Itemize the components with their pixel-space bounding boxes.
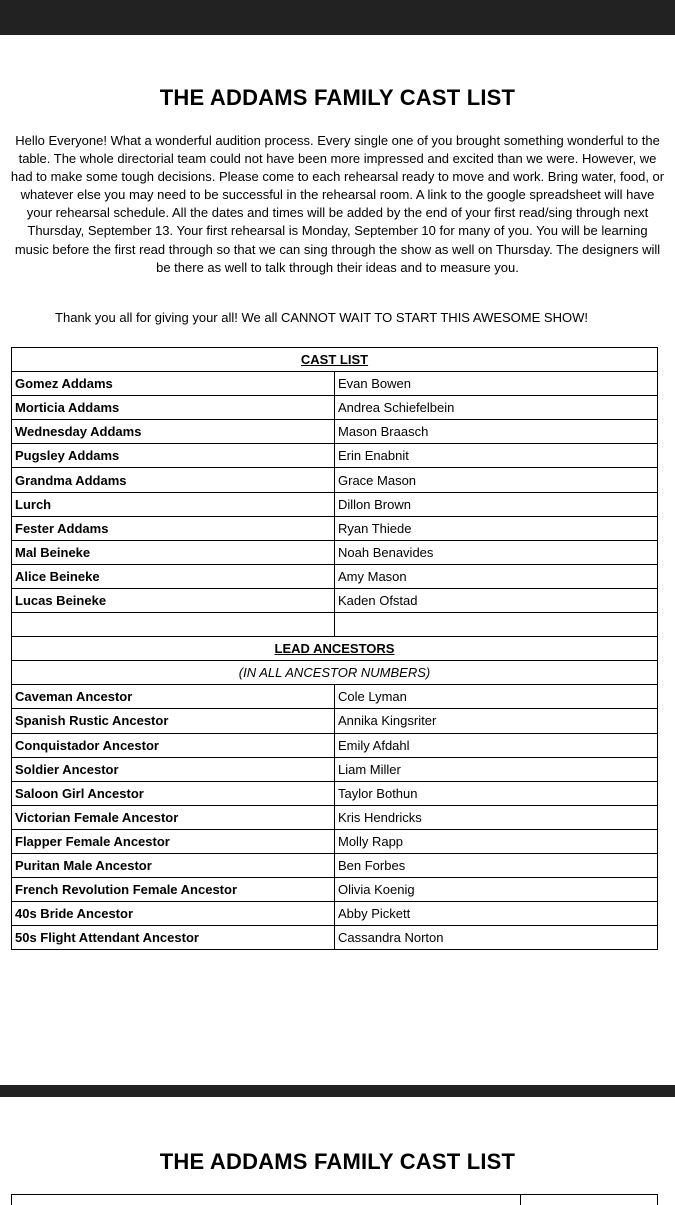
actor-cell: Annika Kingsriter [335, 709, 658, 733]
column-divider [520, 1195, 521, 1205]
page-separator [0, 1085, 675, 1097]
actor-cell: Ryan Thiede [335, 516, 658, 540]
page-title: THE ADDAMS FAMILY CAST LIST [159, 85, 516, 110]
table-row [12, 733, 658, 757]
actor-cell: Evan Bowen [335, 372, 658, 396]
actor-cell: Kaden Ofstad [335, 588, 658, 612]
role-cell: Alice Beineke [12, 564, 335, 588]
table-row [12, 829, 658, 853]
actor-cell: Kris Hendricks [335, 805, 658, 829]
actor-cell: Noah Benavides [335, 540, 658, 564]
role-cell: 40s Bride Ancestor [12, 902, 335, 926]
actor-cell: Liam Miller [335, 757, 658, 781]
role-cell: Conquistador Ancestor [12, 733, 335, 757]
table-row [12, 853, 658, 877]
cast-table [11, 347, 658, 950]
role-cell: Pugsley Addams [12, 444, 335, 468]
role-cell: French Revolution Female Ancestor [12, 878, 335, 902]
role-cell: Flapper Female Ancestor [12, 829, 335, 853]
role-cell: Victorian Female Ancestor [12, 805, 335, 829]
table-row [12, 372, 658, 396]
role-cell: Morticia Addams [12, 396, 335, 420]
actor-cell: Ben Forbes [335, 853, 658, 877]
actor-cell: Emily Afdahl [335, 733, 658, 757]
actor-cell: Andrea Schiefelbein [335, 396, 658, 420]
role-cell: Mal Beineke [12, 540, 335, 564]
table-row [12, 420, 658, 444]
table-row [12, 757, 658, 781]
actor-cell: Cassandra Norton [335, 926, 658, 950]
role-cell: 50s Flight Attendant Ancestor [12, 926, 335, 950]
table-row [12, 878, 658, 902]
role-cell: Saloon Girl Ancestor [12, 781, 335, 805]
actor-cell: Erin Enabnit [335, 444, 658, 468]
table-row [12, 516, 658, 540]
actor-cell: Molly Rapp [335, 829, 658, 853]
cast-header-row [12, 348, 658, 372]
table-row [12, 540, 658, 564]
role-cell: Soldier Ancestor [12, 757, 335, 781]
viewer-top-bar [0, 0, 675, 35]
lead-ancestors-header: LEAD ANCESTORS [12, 637, 658, 661]
role-cell: Lucas Beineke [12, 588, 335, 612]
role-cell: Gomez Addams [12, 372, 335, 396]
table-row [12, 444, 658, 468]
ancestors-note-row [12, 661, 658, 685]
intro-paragraph: Hello Everyone! What a wonderful audition process. Every single one of you brought something wonderful to the table. The whole directorial team could not have been more impressed and excited than we were. However, we had to make some tough decisions. Please come to each rehearsal ready to move and work. Bring water, food, or whatever else you may need to be successful in the rehearsal room. A link to the google spreadsheet will have your rehearsal schedule. All the dates and times will be added by the end of your first read/sing through next Thursday, September 13. Your first rehearsal is Monday, September 10 for many of you. You will be learning music before the first read through so that we can sing through the show as well on Thursday. The designers will be there as well to talk through their ideas and to measure you. [10, 133, 665, 275]
actor-cell: Cole Lyman [335, 685, 658, 709]
table-row [12, 588, 658, 612]
table-row [12, 902, 658, 926]
table-row [12, 709, 658, 733]
empty-cell [335, 613, 658, 637]
role-cell: Caveman Ancestor [12, 685, 335, 709]
actor-cell: Abby Pickett [335, 902, 658, 926]
table-row [12, 492, 658, 516]
role-cell: Grandma Addams [12, 468, 335, 492]
thanks-line: Thank you all for giving your all! We all CANNOT WAIT TO START THIS AWESOME SHOW! [55, 310, 588, 325]
table-row [12, 805, 658, 829]
table-row [12, 926, 658, 950]
page-title: THE ADDAMS FAMILY CAST LIST [159, 1149, 516, 1174]
actor-cell: Taylor Bothun [335, 781, 658, 805]
cast-list-header: CAST LIST [12, 348, 658, 372]
ancestors-note: (IN ALL ANCESTOR NUMBERS) [12, 661, 658, 685]
table-row [12, 564, 658, 588]
table-row [12, 685, 658, 709]
document-page-1 [0, 35, 675, 1085]
actor-cell: Amy Mason [335, 564, 658, 588]
actor-cell: Mason Braasch [335, 420, 658, 444]
table-row [12, 396, 658, 420]
actor-cell: Dillon Brown [335, 492, 658, 516]
empty-cell [12, 613, 335, 637]
table-row [12, 781, 658, 805]
role-cell: Spanish Rustic Ancestor [12, 709, 335, 733]
role-cell: Lurch [12, 492, 335, 516]
empty-row [12, 613, 658, 637]
actor-cell: Olivia Koenig [335, 878, 658, 902]
actor-cell: Grace Mason [335, 468, 658, 492]
role-cell: Puritan Male Ancestor [12, 853, 335, 877]
document-page-2 [0, 1097, 675, 1200]
role-cell: Wednesday Addams [12, 420, 335, 444]
table-row [12, 468, 658, 492]
role-cell: Fester Addams [12, 516, 335, 540]
ancestors-header-row [12, 637, 658, 661]
